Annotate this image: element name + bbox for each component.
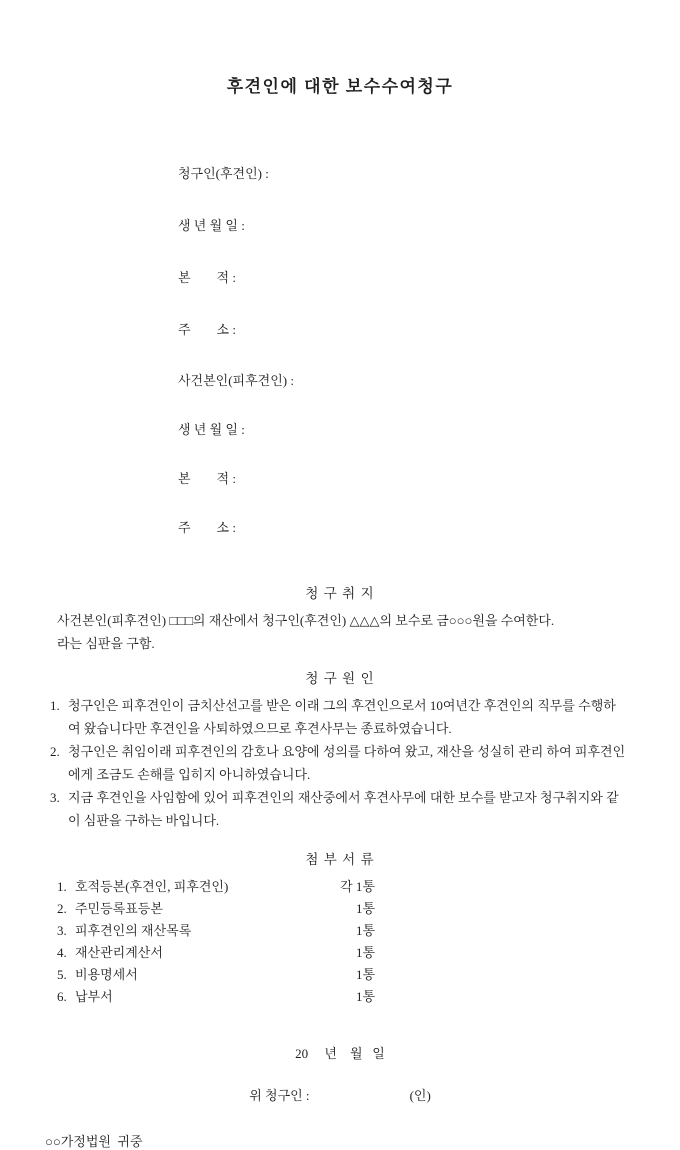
party-info-line: 본 적 : bbox=[178, 270, 236, 285]
claim-cause-list bbox=[50, 694, 628, 832]
attachment-name: 피후견인의 재산목록 bbox=[75, 923, 192, 938]
court-addressee: ○○가정법원 귀중 bbox=[45, 1134, 143, 1149]
party-info-line: 사건본인(피후견인) : bbox=[178, 373, 294, 388]
claim-cause-heading: 청 구 원 인 bbox=[305, 671, 375, 686]
cause-item-text: 지금 후견인을 사임함에 있어 피후견인의 재산중에서 후견사무에 대한 보수를 받고자 청구취지와 같이 심판을 구하는 바입니다. bbox=[68, 790, 619, 828]
seal-placeholder: (인) bbox=[409, 1088, 431, 1103]
attachments-heading: 첨 부 서 류 bbox=[305, 852, 375, 867]
party-info-line: 주 소 : bbox=[178, 520, 236, 535]
document-title: 후견인에 대한 보수수여청구 bbox=[226, 77, 454, 96]
party-info-line: 청구인(후견인) : bbox=[178, 166, 269, 181]
cause-item-number: 3. bbox=[50, 790, 60, 805]
attachment-count: 1통 bbox=[355, 989, 375, 1004]
attachment-row bbox=[57, 964, 375, 986]
cause-item-number: 1. bbox=[50, 698, 60, 713]
claim-purpose-body: 사건본인(피후견인) □□□의 재산에서 청구인(후견인) △△△의 보수로 금○○○원을 수여한다. bbox=[57, 613, 555, 628]
cause-item bbox=[50, 740, 628, 786]
cause-item-number: 2. bbox=[50, 744, 60, 759]
cause-item bbox=[50, 694, 628, 740]
party-info-block bbox=[178, 132, 680, 568]
attachment-name: 비용명세서 bbox=[75, 967, 138, 982]
party-info-line: 생 년 월 일 : bbox=[178, 422, 245, 437]
attachment-name: 납부서 bbox=[75, 989, 113, 1004]
date-line: 20 년 월 일 bbox=[295, 1046, 385, 1061]
attachment-number: 3. bbox=[57, 923, 67, 938]
attachment-name: 재산관리계산서 bbox=[75, 945, 163, 960]
claim-purpose-closing: 라는 심판을 구함. bbox=[57, 636, 155, 651]
attachments-list bbox=[57, 876, 375, 1008]
attachment-row bbox=[57, 876, 375, 898]
attachment-row bbox=[57, 898, 375, 920]
cause-item-text: 청구인은 취임이래 피후견인의 감호나 요양에 성의를 다하여 왔고, 재산을 성실히 관리 하여 피후견인에게 조금도 손해를 입히지 아니하였습니다. bbox=[68, 744, 626, 782]
attachment-row bbox=[57, 986, 375, 1008]
cause-item bbox=[50, 786, 628, 832]
attachment-number: 6. bbox=[57, 989, 67, 1004]
attachment-number: 4. bbox=[57, 945, 67, 960]
attachment-name: 호적등본(후견인, 피후견인) bbox=[75, 879, 229, 894]
cause-item-text: 청구인은 피후견인이 금치산선고를 받은 이래 그의 후견인으로서 10여년간 후견인의 직무를 수행하여 왔습니다만 후견인을 사퇴하였으므로 후견사무는 종료하였습니다. bbox=[68, 698, 616, 736]
attachment-count: 1통 bbox=[355, 967, 375, 982]
attachment-count: 각 1통 bbox=[340, 879, 375, 894]
party-info-line: 주 소 : bbox=[178, 322, 236, 337]
signer-label: 위 청구인 : bbox=[249, 1088, 310, 1103]
attachment-number: 1. bbox=[57, 879, 67, 894]
signature-line bbox=[0, 1088, 680, 1104]
party-info-line: 생 년 월 일 : bbox=[178, 218, 245, 233]
attachment-name: 주민등록표등본 bbox=[75, 901, 163, 916]
attachment-row bbox=[57, 942, 375, 964]
attachment-count: 1통 bbox=[355, 923, 375, 938]
claim-purpose-heading: 청 구 취 지 bbox=[305, 586, 375, 601]
attachment-count: 1통 bbox=[355, 945, 375, 960]
attachment-number: 5. bbox=[57, 967, 67, 982]
attachment-count: 1통 bbox=[355, 901, 375, 916]
attachment-number: 2. bbox=[57, 901, 67, 916]
attachment-row bbox=[57, 920, 375, 942]
party-info-line: 본 적 : bbox=[178, 471, 236, 486]
